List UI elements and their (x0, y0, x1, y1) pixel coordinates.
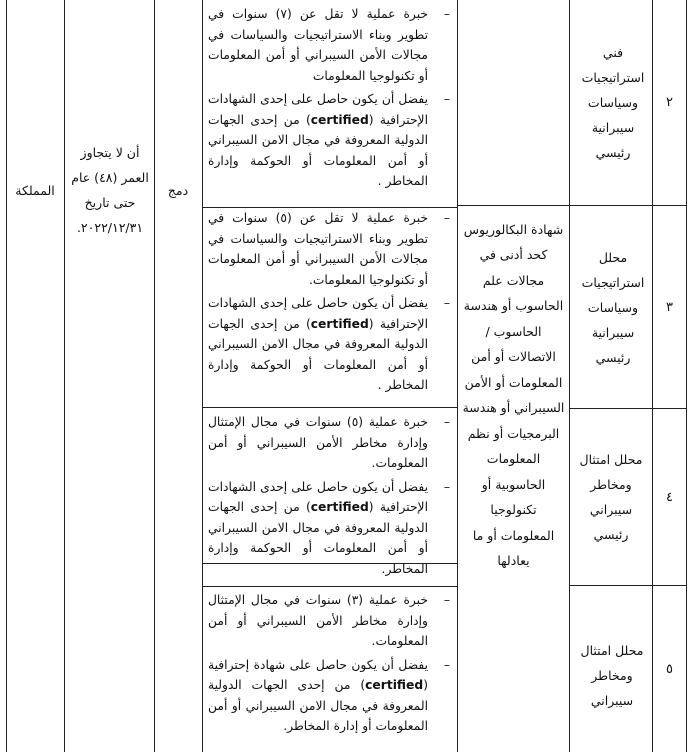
requirements (208, 590, 452, 737)
certification-requirement: – يفضل أن يكون حاصل على شهادة إحترافية (certified) من إحدى الجهات الدولية المعروفة في مجال الامن السيبراني أو أمن المعلومات أو إدارة المخاطر. (208, 655, 452, 737)
job-title: محلل امتثال ومخاطر سيبراني رئيسي (579, 452, 643, 542)
requirements (208, 208, 452, 396)
grid-line (569, 0, 570, 752)
experience-requirement: – خبرة عملية لا تقل عن (٧) سنوات في تطوير وبناء الاستراتيجيات والسياسات في مجالات الأمن السيبراني أو أمن المعلومات أو تكنولوجيا المعلومات (208, 4, 452, 86)
grid-line (203, 407, 457, 408)
requirements (208, 412, 452, 579)
job-title: محلل امتثال ومخاطر سيبراني (580, 642, 644, 708)
grid-line (686, 0, 687, 752)
certification-requirement: – يفضل أن يكون حاصل على إحدى الشهادات الإحترافية (certified) من إحدى الجهات الدولية المعروفة في مجال الامن السيبراني أو أمن المعلومات أو الحوكمة وإدارة المخاطر . (208, 293, 452, 396)
age-condition: أن لا يتجاوز العمر (٤٨) عام حتى تاريخ ٢٠٢٢/١٢/٣١. (71, 145, 149, 235)
qualification: شهادة البكالوريوس كحد أدنى في مجالات علم الحاسوب أو هندسة الحاسوب / الاتصالات أو أمن المعلومات أو الأمن السيبراني أو هندسة البرمجيات أو نظم المعلومات الحاسوبية أو تكنولوجيا المعلومات أو ما يعادلها (462, 221, 565, 568)
employment-type: دمج (167, 182, 189, 198)
row-number: ٥ (666, 661, 673, 677)
location: المملكة (15, 182, 55, 198)
grid-line (64, 0, 65, 752)
row-number: ٢ (666, 95, 673, 110)
requirements (208, 4, 452, 192)
grid-line (457, 0, 458, 752)
experience-requirement: – خبرة عملية لا تقل عن (٥) سنوات في تطوير وبناء الاستراتيجيات والسياسات في مجالات الأمن السيبراني أو أمن المعلومات أو تكنولوجيا المعلومات. (208, 208, 452, 290)
row-number: ٤ (666, 489, 673, 505)
grid-line (203, 586, 457, 587)
certification-requirement: – يفضل أن يكون حاصل على إحدى الشهادات الإحترافية (certified) من إحدى الجهات الدولية المعروفة في مجال الامن السيبراني أو أمن المعلومات أو الحوكمة وإدارة المخاطر . (208, 89, 452, 192)
job-title: فني استراتيجيات وسياسات سيبرانية رئيسي (581, 45, 645, 160)
experience-requirement: – خبرة عملية (٣) سنوات في مجال الإمتثال وإدارة مخاطر الأمن السيبراني أو أمن المعلومات. (208, 590, 452, 652)
certification-requirement: – يفضل أن يكون حاصل على إحدى الشهادات الإحترافية (certified) من إحدى الجهات الدولية المعروفة في مجال الامن السيبراني أو أمن المعلومات أو الحوكمة وإدارة المخاطر. (208, 477, 452, 580)
job-title: محلل استراتيجيات وسياسات سيبرانية رئيسي (581, 249, 645, 365)
row-number: ٣ (666, 299, 673, 315)
experience-requirement: – خبرة عملية (٥) سنوات في مجال الإمتثال وإدارة مخاطر الأمن السيبراني أو أمن المعلومات. (208, 412, 452, 474)
grid-line (202, 0, 203, 752)
